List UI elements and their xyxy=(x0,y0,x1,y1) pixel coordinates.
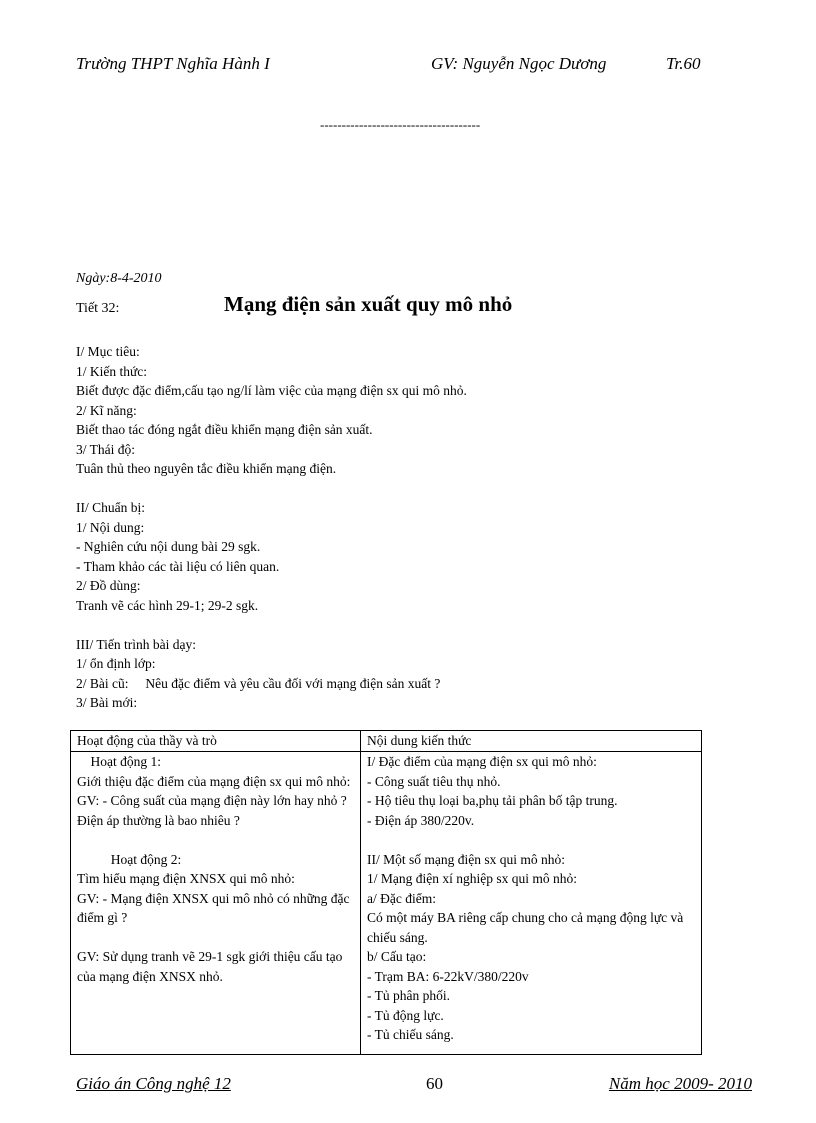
content-line: - Công suất tiêu thụ nhỏ. xyxy=(367,773,501,789)
body-line: III/ Tiến trình bài dạy: xyxy=(76,636,196,652)
activity-line: GV: - Công suất của mạng điện này lớn hay nhỏ ? xyxy=(77,793,347,808)
content-line: - Điện áp 380/220v. xyxy=(367,812,475,828)
content-line: - Tủ động lực. xyxy=(367,1007,444,1023)
activity-line: Tìm hiểu mạng điện XNSX qui mô nhỏ: xyxy=(77,871,295,886)
body-line: Tuân thủ theo nguyên tắc điều khiển mạng điện. xyxy=(76,461,337,476)
body-line: 1/ ổn định lớp: xyxy=(76,656,156,671)
body-line: Biết thao tác đóng ngắt điều khiển mạng điện sản xuất. xyxy=(76,422,373,437)
teacher-name: GV: Nguyễn Ngọc Dương xyxy=(431,54,607,73)
school-name: Trường THPT Nghĩa Hành I xyxy=(76,54,270,73)
body-line: I/ Mục tiêu: xyxy=(76,344,140,359)
body-line: - Nghiên cứu nội dung bài 29 sgk. xyxy=(76,539,261,554)
content-line: II/ Một số mạng điện sx qui mô nhỏ: xyxy=(367,851,565,867)
activity-line: Hoạt động 1: xyxy=(77,754,161,769)
activity-line: GV: Sử dụng tranh vẽ 29-1 sgk giới thiệu cấu tạo của mạng điện XNSX nhỏ. xyxy=(77,949,346,984)
page-header xyxy=(76,54,736,78)
content-line: a/ Đặc điểm: xyxy=(367,890,436,906)
content-line: - Tủ chiếu sáng. xyxy=(367,1027,454,1042)
footer-subject: Giáo án Công nghệ 12 xyxy=(76,1074,231,1093)
activity-line: GV: - Mạng điện XNSX qui mô nhỏ có những đặc điểm gì ? xyxy=(77,890,353,925)
content-line: 1/ Mạng điện xí nghiệp sx qui mô nhỏ: xyxy=(367,871,577,886)
body-line xyxy=(76,479,736,499)
header-teacher-student-activities: Hoạt động của thầy và trò xyxy=(71,731,361,752)
body-line: Tranh vẽ các hình 29-1; 29-2 sgk. xyxy=(76,597,259,613)
content-line: - Tủ phân phối. xyxy=(367,988,450,1003)
content-cell xyxy=(361,752,702,1055)
page-reference: Tr.60 xyxy=(666,54,701,73)
body-line: - Tham khảo các tài liệu có liên quan. xyxy=(76,558,280,574)
lesson-period: Tiết 32: xyxy=(76,301,120,316)
footer-school-year: Năm học 2009- 2010 xyxy=(608,1074,752,1093)
body-line: 3/ Thái độ: xyxy=(76,441,135,457)
footer-page-number: 60 xyxy=(426,1074,443,1093)
body-line: II/ Chuẩn bị: xyxy=(76,500,145,515)
content-line: I/ Đặc điểm của mạng điện sx qui mô nhỏ: xyxy=(367,754,597,769)
lesson-activity-table xyxy=(70,730,702,1055)
content-line: - Trạm BA: 6-22kV/380/220v xyxy=(367,968,529,984)
lesson-title: Mạng điện sản xuất quy mô nhỏ xyxy=(224,292,513,316)
body-line: 2/ Kĩ năng: xyxy=(76,402,137,418)
page-footer xyxy=(76,1074,752,1098)
activities-cell xyxy=(71,752,361,1055)
body-line: 1/ Nội dung: xyxy=(76,519,145,535)
content-line xyxy=(367,830,695,850)
body-line: 2/ Đồ dùng: xyxy=(76,578,141,593)
body-line: 2/ Bài cũ: Nêu đặc điểm và yêu cầu đối với mạng điện sản xuất ? xyxy=(76,675,441,691)
activity-line: Giới thiệu đặc điểm của mạng điện sx qui mô nhỏ: xyxy=(77,773,351,789)
activity-line: Điện áp thường là bao nhiêu ? xyxy=(77,812,240,828)
header-knowledge-content: Nội dung kiến thức xyxy=(361,731,702,752)
content-line: Có một máy BA riêng cấp chung cho cả mạng động lực và chiếu sáng. xyxy=(367,910,687,945)
body-line xyxy=(76,615,736,635)
body-line: 1/ Kiến thức: xyxy=(76,363,148,379)
table-header-row xyxy=(71,731,702,752)
lesson-body xyxy=(76,342,736,713)
content-line: b/ Cấu tạo: xyxy=(367,949,427,964)
body-line: 3/ Bài mới: xyxy=(76,695,138,710)
body-line: Biết được đặc điểm,cấu tạo ng/lí làm việc của mạng điện sx qui mô nhỏ. xyxy=(76,383,467,398)
activity-line xyxy=(77,928,354,948)
content-line: - Hộ tiêu thụ loại ba,phụ tải phân bố tập trung. xyxy=(367,793,618,808)
activity-line xyxy=(77,830,354,850)
table-row xyxy=(71,752,702,1055)
activity-line: Hoạt động 2: xyxy=(77,851,182,867)
separator-line: ------------------------------------- xyxy=(320,117,481,132)
lesson-date: Ngày:8-4-2010 xyxy=(76,271,162,286)
